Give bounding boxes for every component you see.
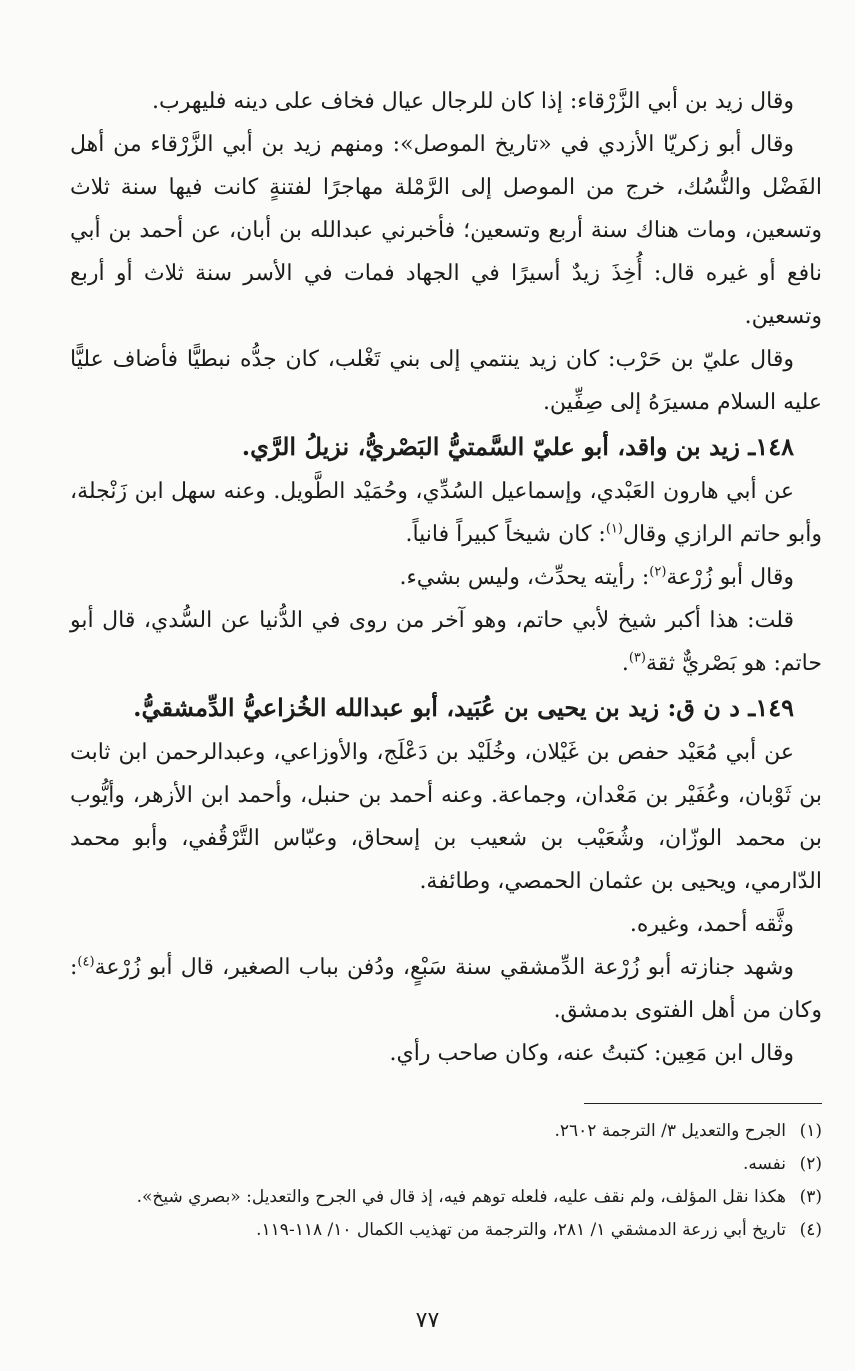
footnote-text: تاريخ أبي زرعة الدمشقي ١/ ٢٨١، والترجمة من تهذيب الكمال ١٠/ ١١٨-١١٩. [256,1220,786,1240]
paragraph: عن أبي مُعَيْد حفص بن غَيْلان، وخُلَيْد بن دَعْلَج، والأوزاعي، وعبدالرحمن ابن ثابت بن ثَوْبان، وعُفَيْر بن مَعْدان، وجماعة. وعنه أحمد بن حنبل، وأحمد ابن الأزهر، وأيُّوب بن محمد الوزّان، وشُعَيْب بن شعيب بن إسحاق، وعبّاس التَّرْقُفي، وأبو محمد الدّارمي، ويحيى بن عثمان الحمصي، وطائفة. [70,740,822,894]
footnote-ref: (٤) [77,954,95,970]
paragraph [70,599,822,685]
paragraph: وقال ابن مَعِين: كتبتُ عنه، وكان صاحب رأي. [389,1041,794,1066]
footnote-text: الجرح والتعديل ٣/ الترجمة ٢٦٠٢. [554,1121,786,1141]
paragraph: وقال أبو زكريّا الأزدي في «تاريخ الموصل»: ومنهم زيد بن أبي الزَّرْقاء من أهل الفَضْل والنُّسُك، خرج من الموصل إلى الرَّمْلة مهاجرًا لفتنةٍ كانت فيها سنة ثلاث وتسعين، ومات هناك سنة أربع وتسعين؛ فأخبرني عبدالله بن أبان، عن أحمد بن أبي نافع أو غيره قال: أُخِذَ زيدٌ أسيرًا في الجهاد فمات في الأسر سنة ثلاث أو أربع وتسعين. [70,132,822,329]
paragraph: وثَّقه أحمد، وغيره. [629,912,794,937]
page-number: ٧٧ [415,1308,440,1333]
paragraph: وقال زيد بن أبي الزَّرْقاء: إذا كان للرجال عيال فخاف على دينه فليهرب. [151,89,794,114]
paragraph: وقال عليّ بن حَرْب: كان زيد ينتمي إلى بني تَغْلب، كان جدُّه نبطيًّا فأضاف عليًّا عليه السلام مسيرَهُ إلى صِفِّين. [70,347,822,415]
paragraph-text: : رأيته يحدِّث، وليس بشيء. [399,565,650,590]
footnote [70,1118,822,1145]
footnote-ref: (٢) [649,564,667,580]
paragraph-text: . [621,651,629,676]
paragraph [70,946,822,1032]
footnote-text: هكذا نقل المؤلف، ولم نقف عليه، فلعله توهم فيه، إذ قال في الجرح والتعديل: «بصري شيخ». [136,1187,786,1207]
footnote-number: (٢) [799,1154,822,1174]
footnote [70,1184,822,1211]
footnote-number: (٤) [799,1220,822,1240]
paragraph [70,470,822,556]
paragraph-text: وشهد جنازته أبو زُرْعة الدِّمشقي سنة سَبْعٍ، ودُفن بباب الصغير، قال أبو زُرْعة [94,955,794,980]
paragraph-text: : وكان من أهل الفتوى بدمشق. [70,955,822,1023]
footnote-separator [584,1103,822,1104]
page-content [70,80,822,1250]
paragraph-text: عن أبي هارون العَبْدي، وإسماعيل السُدِّي، وحُمَيْد الطَّويل. وعنه سهل ابن زَنْجلة، وأبو حاتم الرازي وقال [70,479,822,547]
footnote [70,1151,822,1178]
footnote-number: (١) [799,1121,822,1141]
paragraph-text: وقال أبو زُرْعة [666,565,794,590]
footnote-number: (٣) [799,1187,822,1207]
footnote-ref: (٣) [628,650,646,666]
footnote-text: نفسه. [742,1154,786,1174]
entry-heading-149: ١٤٩ـ د ن ق: زيد بن يحيى بن عُبَيد، أبو عبدالله الخُزاعيُّ الدِّمشقيُّ. [133,693,794,722]
paragraph-text: قلت: هذا أكبر شيخ لأبي حاتم، وهو آخر من روى في الدُّنيا عن السُّدي، قال أبو حاتم: هو بَصْريٌّ ثقة [70,608,822,676]
entry-heading-148: ١٤٨ـ زيد بن واقد، أبو عليّ السَّمتيُّ البَصْريُّ، نزيلُ الرَّي. [241,432,794,461]
footnote-ref: (١) [605,521,623,537]
paragraph-text: : كان شيخاً كبيراً فانياً. [405,522,606,547]
paragraph [70,556,822,599]
footnote [70,1217,822,1244]
